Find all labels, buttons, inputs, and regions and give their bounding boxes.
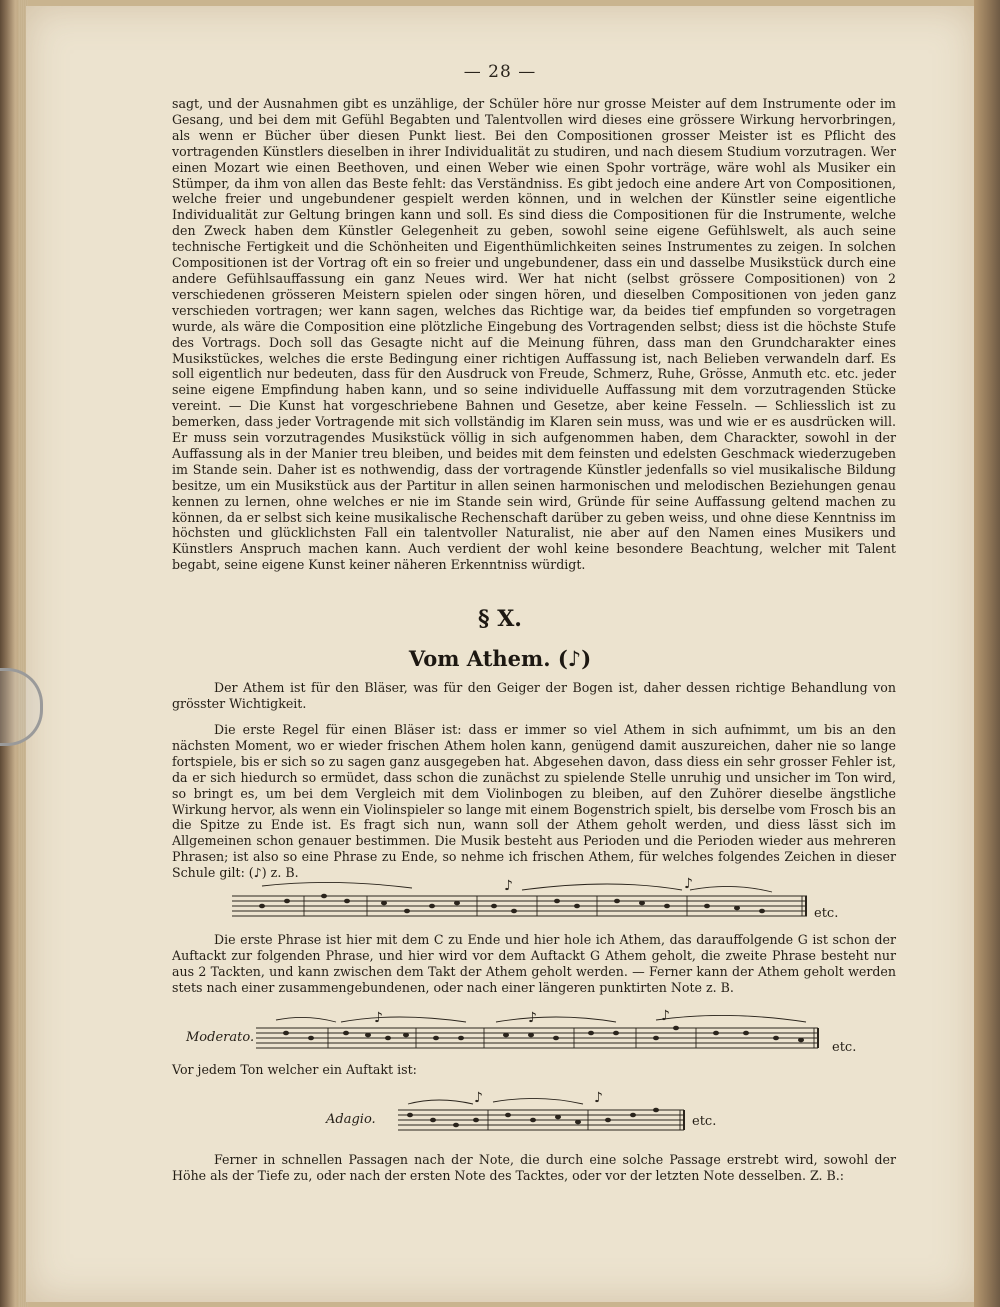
section-number: § X. [478,606,522,632]
paragraph-auftakt [172,1062,472,1078]
example-3-etc: etc. [692,1114,717,1129]
paragraph-text: sagt, und der Ausnahmen gibt es unzählige, der Schüler höre nur grosse Meister auf dem Instrumente oder im Gesang, und bei dem mit Gefühl Begabten und Talentvollen wird dieses eine grössere Wirkung hervorbringen, als wenn er Bücher über diesen Punkt liest. Bei den Compositionen grosser Meister ist es Pflicht des vortragenden Künstlers dieselben in ihrer Individualität zu studiren, und nach diesem Studium vorzutragen. Wer einen Mozart wie einen Beethoven, und einen Weber wie einen Spohr vorträge, wäre wohl als Musiker ein Stümper, da ihm von allen das Beste fehlt: das Verständniss. Es gibt jedoch eine andere Art von Compositionen, welche freier und ungebundener gespielt werden können, und in welchen der Künstler seine eigentliche Individualität zur Geltung bringen kann und soll. Es sind diess die Compositionen für die Instrumente, welche den Zweck haben dem Künstler Gelegenheit zu geben, sowohl seine eigene Gefühlswelt, als auch seine technische Fertigkeit und die Schönheiten und Eigenthümlichkeiten seines Instrumentes zu zeigen. In solchen Compositionen ist der Vortrag oft ein so freier und ungebundener, dass ein und dasselbe Musikstück durch eine andere Gefühlsauffassung ein ganz Neues wird. Wer hat nicht (selbst grössere Compositionen) von 2 verschiedenen grösseren Meistern spielen oder singen hören, und dieselben Compositionen von jeden ganz verschieden vortragen; wer kann sagen, welches das Richtige war, da beides tief empfunden so vorgetragen wurde, als wäre die Composition eine plötzliche Eingebung des Vortragenden selbst; diess ist die höchste Stufe des Vortrags. Doch soll das Gesagte nicht auf die Meinung führen, dass man den Grundcharakter eines Musikstückes, welches die erste Bedingung einer richtigen Auffassung ist, nach Belieben verwandeln darf. Es soll eigentlich nur bedeuten, dass für den Ausdruck von Freude, Schmerz, Ruhe, Grösse, Anmuth etc. etc. jeder seine eigene Empfindung haben kann, und so seine individuelle Auffassung mit dem vorzutragenden Stücke vereint. — Die Kunst hat vorgeschriebene Bahnen und Gesetze, aber keine Fesseln. — Schliesslich ist zu bemerken, dass jeder Vortragende mit sich vollständig im Klaren sein muss, was und wie er es ausdrücken will. Er muss sein vorzutragendes Musikstück völlig in sich aufgenommen haben, dem Charackter, sowohl in der Auffassung als in der Manier treu bleiben, und beides mit dem feinsten und edelsten Geschmack wiederzugeben im Stande sein. Daher ist es nothwendig, dass der vortragende Künstler jedenfalls so viel musikalische Bildung besitze, um ein Musikstück aus der Partitur in allen seinen harmonischen und melodischen Beziehungen genau kennen zu lernen, ohne welches er nie im Stande sein wird, Gründe für seine Auffassung geltend machen zu können, da er selbst sich keine musikalische Rechenschaft darüber zu geben weiss, und ohne diese Kenntniss im höchsten und glücklichsten Fall ein talentvoller Naturalist, nie aber auf den Namen eines Musikers und Künstlers Anspruch machen kann. Auch verdient der wohl keine besondere Beachtung, welcher mit Talent begabt, seine eigene Kunst keiner näheren Erkenntniss würdigt. [172,96,896,573]
svg-text:♪: ♪ [594,1090,603,1106]
page-number: — 28 — [463,62,537,82]
paragraph-text: Der Athem ist für den Bläser, was für den Geiger der Bogen ist, daher dessen richtige Behandlung von grösster Wichtigkeit. [172,680,896,711]
paragraph-athem-intro [172,680,896,712]
paragraph-text: Die erste Phrase ist hier mit dem C zu Ende und hier hole ich Athem, das darauffolgende G ist schon der Auftackt zur folgenden Phrase, und hier wird vor dem Auftackt G Athem geholt, die zweite Phrase besteht nur aus 2 Tackten, und kann zwischen dem Takt der Athem geholt werden. — Ferner kann der Athem geholt werden stets nach einer zusammengebundenen, oder nach einer längeren punktirten Note z. B. [172,932,896,995]
example-1-etc: etc. [814,906,839,921]
paragraph-text: Die erste Regel für einen Bläser ist: dass er immer so viel Athem in sich aufnimmt, um bis an den nächsten Moment, wo er wieder frischen Athem holen kann, genügend damit auszureichen, daher nie so lange fortspiele, bis er sich so zu sagen ganz ausgegeben hat. Abgesehen davon, dass diess ein sehr grosser Fehler ist, da er sich hiedurch so ermüdet, dass schon die zunächst zu spielende Stelle unruhig und unsicher im Ton wird, so bringt es, um bei dem Vergleich mit dem Violinbogen zu bleiben, auf den Zuhörer dieselbe ängstliche Wirkung hervor, als wenn ein Violinspieler so lange mit einem Bogenstrich spielt, bis derselbe vom Frosch bis an die Spitze zu Ende ist. Es fragt sich nun, wann soll der Athem geholt werden, und diess lässt sich im Allgemeinen schon genauer bestimmen. Die Musik besteht aus Perioden und die Perioden wieder aus mehreren Phrasen; ist also so eine Phrase zu Ende, so nehme ich frischen Athem, für welches folgendes Zeichen in dieser Schule gilt: (♪) z. B. [172,722,896,881]
example-2-tempo: Moderato. [186,1030,255,1045]
paragraph-text: Ferner in schnellen Passagen nach der Note, die durch eine solche Passage erstrebt wird, sowohl der Höhe als der Tiefe zu, oder nach der ersten Note des Tacktes, oder vor der letzten Note desselben. Z. B.: [172,1152,896,1183]
svg-text:♪: ♪ [528,1010,537,1026]
paragraph-erste-regel [172,722,896,881]
svg-text:♪: ♪ [684,876,693,892]
music-example-1 [232,876,812,926]
svg-text:♪: ♪ [504,878,513,894]
example-3-tempo: Adagio. [326,1112,376,1127]
section-title: Vom Athem. (♪) [408,646,592,671]
svg-text:♪: ♪ [474,1090,483,1106]
paragraph-erste-phrase [172,932,896,996]
paragraph-vortrag [172,96,896,573]
paragraph-schnelle-passagen [172,1152,896,1184]
svg-text:♪: ♪ [374,1010,383,1026]
example-2-etc: etc. [832,1040,857,1055]
paragraph-text: Vor jedem Ton welcher ein Auftakt ist: [172,1062,417,1077]
svg-text:♪: ♪ [661,1008,670,1024]
music-example-2 [256,1008,822,1058]
music-example-3 [398,1090,688,1140]
